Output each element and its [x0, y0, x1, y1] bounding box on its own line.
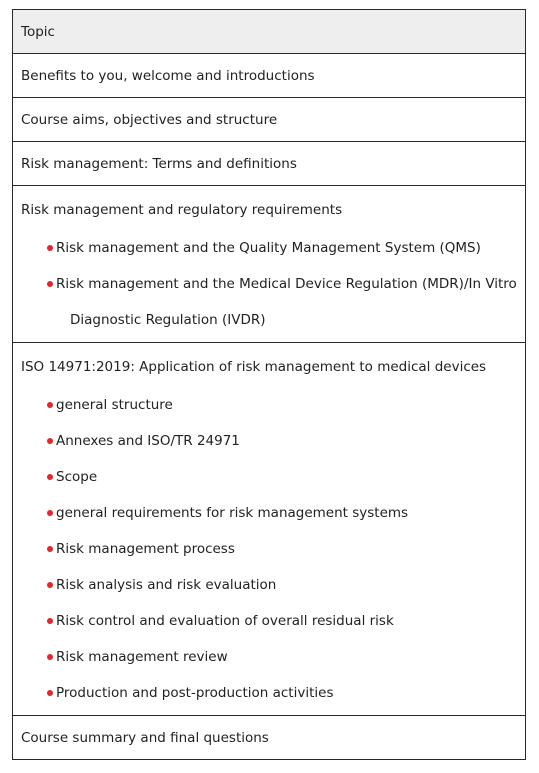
regulatory-title: Risk management and regulatory requirements	[21, 202, 343, 218]
row-terms: Risk management: Terms and definitions	[13, 142, 526, 186]
list-item: Risk analysis and risk evaluation	[47, 567, 517, 603]
table-row	[13, 98, 526, 142]
row-course-aims: Course aims, objectives and structure	[13, 98, 526, 142]
regulatory-bullet-list	[21, 230, 517, 338]
table-header-cell: Topic	[13, 10, 526, 54]
regulatory-cell	[13, 186, 526, 343]
topic-table	[12, 9, 526, 760]
list-item: Scope	[47, 459, 517, 495]
list-item: Risk management review	[47, 639, 517, 675]
list-item-continuation: Diagnostic Regulation (IVDR)	[70, 312, 266, 328]
table-row	[13, 716, 526, 760]
iso-title: ISO 14971:2019: Application of risk management to medical devices	[21, 359, 487, 375]
row-benefits: Benefits to you, welcome and introductions	[13, 54, 526, 98]
table-row-iso	[13, 343, 526, 716]
list-item: general requirements for risk management systems	[47, 495, 517, 531]
list-item: Production and post-production activities	[47, 675, 517, 711]
list-item: general structure	[47, 387, 517, 423]
list-item-line: Risk management and the Medical Device Regulation (MDR)/In Vitro	[56, 276, 517, 292]
list-item: Risk management process	[47, 531, 517, 567]
table-header-row	[13, 10, 526, 54]
list-item: Risk management and the Quality Management System (QMS)	[47, 230, 517, 266]
iso-bullet-list	[21, 387, 517, 711]
list-item: Risk control and evaluation of overall residual risk	[47, 603, 517, 639]
table-row	[13, 54, 526, 98]
iso-cell	[13, 343, 526, 716]
row-summary: Course summary and final questions	[13, 716, 526, 760]
table-row	[13, 142, 526, 186]
list-item	[47, 266, 517, 338]
list-item: Annexes and ISO/TR 24971	[47, 423, 517, 459]
table-row-regulatory	[13, 186, 526, 343]
